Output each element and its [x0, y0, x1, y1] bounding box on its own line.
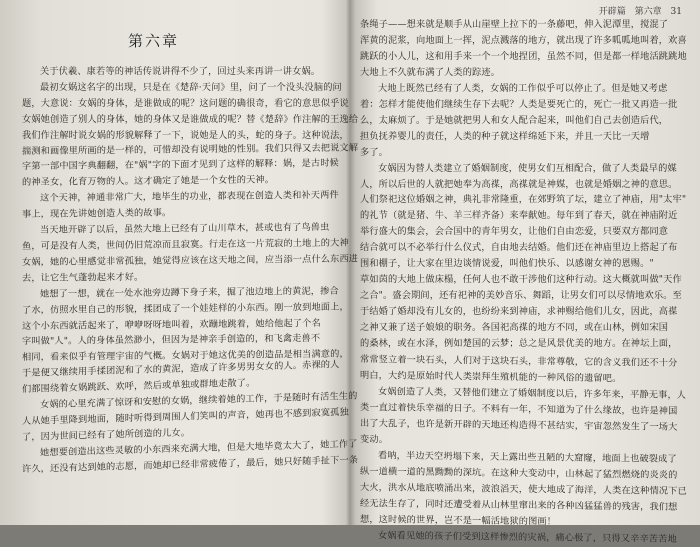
text-line: 结合就可以不必举行什么仪式，自由地去结婚。他们还在神庙里边上搭起了布 — [360, 240, 688, 256]
text-line: 女娲因为替人类建立了婚姻制度，使男女们互相配合，做了人类最早的媒 — [360, 161, 688, 177]
text-line: 人从她手里降到地面，随时听得到周围人们笑叫的声音，她再也不感到寂寞孤独 — [22, 405, 332, 430]
text-line: 之合"。盛会期间，还有祀神的美妙音乐、舞蹈，让男女们可以尽情地欢乐。至 — [360, 288, 688, 304]
text-line: 之神又兼了送子娘娘的职务。各国祀高禖的地方不同，或在山林，例如宋国 — [360, 320, 688, 336]
text-line: 举行盛大的集会，会合国中的青年男女，让他们自由恋爱，只要双方都同意 — [360, 224, 688, 240]
text-line: 类一直过着快乐幸福的日子。不料有一年，不知道为了什么缘故，也许是神国 — [360, 400, 688, 420]
text-line: 这个天神，神通非常广大，地毕生的功业，都表现在创造人类和补天两件 — [22, 188, 332, 207]
text-line: 于是便又继续用手揉团泥和了水的黄泥，造成了许多男男女女的人。赤裸的人 — [22, 358, 332, 383]
text-line: 我们作注解时说女娲的形貌解释了一下，说她是人的头，蛇的身子。这种说法， — [22, 128, 332, 144]
text-line: 常常竖立着一块石头，人们对于这块石头，非常尊敬，它的含义我们还不十分 — [360, 352, 688, 372]
text-line: 题，大意说：女娲的身体，是谁做成的呢？这问题的确很奇，看它的意思似乎说 — [22, 96, 332, 112]
text-line: 纵一道横一道的黑黝黝的深坑。在这种大变动中，山林起了猛烈燃烧的炎炎的 — [360, 464, 688, 484]
text-line: 出了大乱子，也许是新开辟的天地还构造得不甚结实，宇宙忽然发生了一场大 — [360, 416, 688, 436]
text-line: 女娲，她的心里感觉非常孤独，她觉得应该在这天地之间，应当添一点什么东西进 — [22, 252, 332, 271]
text-line: 许久，还没有达到她的志愿，而她却已经非常疲倦了，最后，她只好随手扯下一条 — [22, 453, 332, 478]
text-line: 关于伏羲、康若等的神话传说讲得不少了，回过头来再讲一讲女娲。 — [22, 64, 332, 80]
text-line: 最初女娲这名字的出现，只是在《楚辞·天问》里，问了一个没头没脑的问 — [22, 80, 332, 96]
text-line: 了水，仿照水里自己的形貌，揉团成了一个娃娃样的小东西。刚一放到地面上， — [22, 299, 332, 318]
text-line: 变动。 — [360, 432, 688, 452]
text-line: 当天地开辟了以后，虽然大地上已经有了山川草木，甚或也有了鸟兽虫 — [22, 220, 332, 239]
text-line: 去，让它生气蓬勃起来才好。 — [22, 268, 332, 287]
left-page — [0, 0, 344, 525]
chapter-title: 第六章 — [128, 30, 179, 51]
text-line: 人，所以后世的人就把她奉为高禖，高禖就是神媒，也就是婚姻之神的意思。 — [360, 177, 688, 193]
text-line: 这个小东西就活起来了，咿咿呀呀地叫着，欢蹦地跳着，她给他起了个名 — [22, 315, 332, 334]
text-line: 草如茵的大地上做床榻，任何人也不敢干涉他们这种行动。这大概就叫做"天作 — [360, 272, 688, 288]
page-number: 31 — [671, 7, 682, 17]
text-line: 的桑林，或在水泽，例如楚国的云梦；总之是风景优美的地方。在神坛上面， — [360, 336, 688, 352]
text-line: 她想了一想，就在一处水池旁边蹲下身子来，掘了池边地上的黄泥，掺合 — [22, 283, 332, 302]
text-line: 围和棚子，让大家在里边谈情说爱，叫他们快乐、以感谢女神的恩赐。" — [360, 256, 688, 272]
left-page-body — [22, 64, 332, 478]
text-line: 了，因为世间已经有了她所创造的儿女。 — [22, 421, 332, 446]
text-line: 事上，现在先讲她创造人类的故事。 — [22, 204, 332, 223]
text-line: 的礼节（就是猪、牛、羊三样齐备）来奉献她。每年到了春天，就在神庙附近 — [360, 208, 688, 224]
text-line: 于结婚了婚却没有儿女的，也纷纷来到神庙，求神赐给他们儿女，因此，高禖 — [360, 304, 688, 320]
text-line: 条绳子——想来就是顺手从山崖壁上拉下的一条藤吧，伸入泥潭里，搅混了 — [360, 17, 688, 33]
text-line: 想，这时候的世界，岂不是一幅活地狱的图画！ — [360, 512, 688, 532]
right-page — [352, 0, 700, 525]
running-head-chapter: 第六章 — [635, 7, 662, 17]
text-line: 浑黄的泥浆，向地面上一挥，泥点溅落的地方，就出现了许多呱呱地叫着，欢喜 — [360, 33, 688, 49]
text-line: 相同，看来似乎有管理宇宙的气概。女娲对于她这优美的创造品是相当满意的， — [22, 347, 332, 366]
text-line: 着：怎样才能使他们继续生存下去呢？人类是要死亡的，死亡一批又再造一批 — [360, 97, 688, 113]
text-line: 鱼，可是没有人类，世间仍旧荒凉而且寂寞。行走在这一片荒寂的土地上的大神 — [22, 236, 332, 255]
text-line: 女娲看见她的孩子们受到这样惨烈的灾祸，痛心极了，只得又辛辛苦苦地 — [360, 528, 688, 547]
text-line: 看呐，半边天空坍塌下来，天上露出些丑陋的大窟窿，地面上也破裂成了 — [360, 448, 688, 468]
text-line: 女娲她创造了别人的身体，她的身体又是谁做成的呢？替《楚辞》作注解的王逸给 — [22, 112, 332, 128]
text-line: 大火，洪水从地底喷涌出来，波浪滔天，使大地成了海洋，人类在这种情况下已 — [360, 480, 688, 500]
text-line: 大地上既然已经有了人类，女娲的工作似乎可以停止了。但是她又考虑 — [360, 81, 688, 97]
text-line: 么，太麻烦了。于是她就把男人和女人配合起来，叫他们自己去创造后代， — [360, 113, 688, 129]
text-line: 字叫做"人"。人的身体虽然渺小，但因为是神亲手创造的，和飞禽走兽不 — [22, 331, 332, 350]
text-line: 她想要创造出这些灵敏的小东西来充满大地，但是大地毕竟太大了，她工作了 — [22, 437, 332, 462]
text-line: 担负抚养婴儿的责任，人类的种子就这样绵延下来，并且一天比一天增 — [360, 129, 688, 145]
text-line: 跳跃的小人儿，这和用手来一个一个地捏团，虽然不同，但是都一样地活跳跳地 — [360, 49, 688, 65]
text-line: 揣测和画像里所画的是一样的，可惜却没有说明她的性别。我们只得又去把说文解 — [22, 140, 332, 159]
text-line: 女娲的心里充满了惊讶和安慰的女娲，继续着她的工作，于是随时有活生生的 — [22, 389, 332, 414]
text-line: 明白，大约是原始时代人类崇拜生殖机能的一种风俗的遗留吧。 — [360, 368, 688, 388]
text-line: 字第一部中国字典翻翻，在"娲"字的下面才见到了这样的解释：娲，是古时候 — [22, 156, 332, 175]
right-page-body — [360, 17, 688, 543]
running-head — [593, 4, 682, 17]
text-line: 女娲创造了人类，又替他们建立了婚姻制度以后，许多年来，平静无事，人 — [360, 384, 688, 404]
running-head-section: 开辟篇 — [599, 7, 626, 17]
text-line: 的神圣女，化育万物的人。这才确定了她是一个女性的天神。 — [22, 172, 332, 191]
text-line: 人们祭祀这位婚姻之神，典礼非常隆重，在郊野筑了坛，建立了神庙，用"太牢" — [360, 192, 688, 208]
text-line: 们都围绕着女娲跳跃、欢呼，然后或单独或群地走散了。 — [22, 373, 332, 398]
text-line: 大地上不久就布满了人类的踪迹。 — [360, 65, 688, 81]
text-line: 经无法生存了，同时还遭受着从山林里窜出来的各种凶猛猛兽的残害，我们想 — [360, 496, 688, 516]
text-line: 多了。 — [360, 145, 688, 161]
